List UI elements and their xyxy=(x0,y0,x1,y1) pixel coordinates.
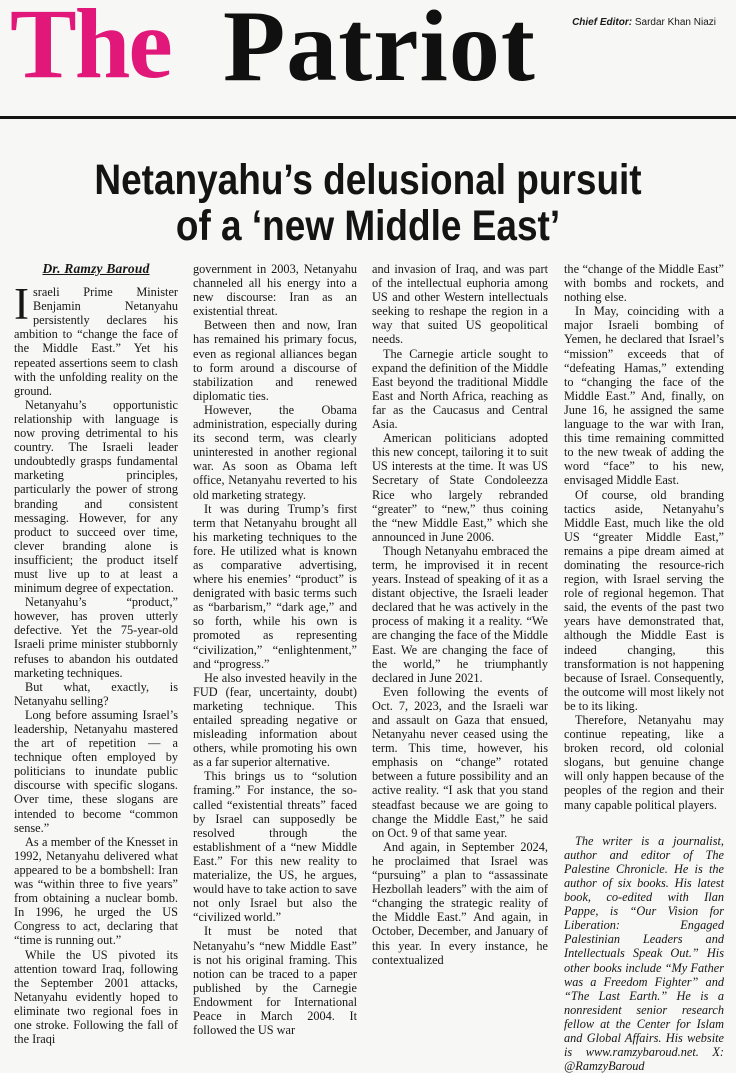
paragraph: the “change of the Middle East” with bombs and rockets, and nothing else. xyxy=(564,262,724,305)
paragraph: As a member of the Knesset in 1992, Netanyahu delivered what appeared to be a bombshell: Iran was “within three to five years” from obtaining a nuclear bomb. In 1996, he urged the US Congress to act, declaring that “time is running out.” xyxy=(14,834,178,948)
masthead-the: The xyxy=(10,0,171,99)
paragraph: It must be noted that Netanyahu’s “new Middle East” is not his original framing. This notion can be traced to a paper published by the Carnegie Endowment for International Peace in March 2004. It followed the US war xyxy=(193,924,357,1038)
lead-paragraph xyxy=(14,279,178,398)
paragraph: Netanyahu’s opportunistic relationship with language is now proving detrimental to his country. The Israeli leader undoubtedly grasps fundamental marketing principles, particularly the power of strong branding and consistent messaging. However, for any product to succeed over time, clever branding alone is insufficient; the product itself must live up to at least a minimum degree of expectation. xyxy=(14,397,178,596)
paragraph: Netanyahu’s “product,” however, has proven utterly defective. Yet the 75-year-old Israeli prime minister stubbornly refuses to abandon his outdated marketing techniques. xyxy=(14,595,178,680)
chief-editor-label: Chief Editor: xyxy=(572,17,633,28)
paragraph: In May, coinciding with a major Israeli bombing of Yemen, he declared that Israel’s “mission” exceeds that of “defeating Hamas,” extending to “changing the face of the Middle East.” And, finally, on June 16, he assigned the same language to the war with Iran, this time remaining committed to the new tweak of adding the word “face” to his new, envisaged Middle East. xyxy=(564,304,724,488)
column-3 xyxy=(372,262,548,1022)
column-4 xyxy=(564,262,724,1073)
masthead xyxy=(0,0,736,118)
paragraph: The Carnegie article sought to expand the definition of the Middle East beyond the traditional Middle East and North Africa, reaching as far as the Caucasus and Central Asia. xyxy=(372,346,548,432)
masthead-patriot: Patriot xyxy=(223,0,536,103)
paragraph: government in 2003, Netanyahu channeled all his energy into a new discourse: Iran as an existential threat. xyxy=(193,262,357,319)
chief-editor-name: Sardar Khan Niazi xyxy=(634,17,716,28)
paragraph: Of course, old branding tactics aside, Netanyahu’s Middle East, much like the old US “greater Middle East,” remains a pipe dream aimed at dominating the resource-rich region, with Israel serving the role of regional hegemon. That said, the events of the past two years have demonstrated that, although the Middle East is indeed changing, this transformation is not happening because of Israel. Consequently, the outcome will most likely not be to its liking. xyxy=(564,487,724,713)
paragraph: This brings us to “solution framing.” For instance, the so-called “existential threats” faced by Israel can supposedly be resolved through the establishment of a “new Middle East.” For this new reality to materialize, the US, he argues, would have to take action to save not only Israel but also the “civilized world.” xyxy=(193,769,357,925)
paragraph: He also invested heavily in the FUD (fear, uncertainty, doubt) marketing technique. This entailed spreading negative or misleading information about others, while promoting his own as a far superior alternative. xyxy=(193,670,357,770)
paragraph: But what, exactly, is Netanyahu selling? xyxy=(14,679,178,708)
paragraph: Though Netanyahu embraced the term, he improvised it in recent years. Instead of speaking of it as a distant objective, the Israeli leader declared that he was actively in the process of making it a reality. “We are changing the face of the Middle East. We are changing the face of the world,” he triumphantly declared in June 2021. xyxy=(372,543,548,685)
byline: Dr. Ramzy Baroud xyxy=(42,261,150,276)
headline-line-1: Netanyahu’s delusional pursuit xyxy=(94,156,642,204)
paragraph: While the US pivoted its attention toward Iraq, following the September 2001 attacks, Netanyahu evidently hoped to eliminate two regional foes in one stroke. Following the fall of the Iraqi xyxy=(14,947,178,1047)
author-bio: The writer is a journalist, author and editor of The Palestine Chronicle. He is the author of six books. His latest book, co-edited with Ilan Pappe, is “Our Vision for Liberation: Engaged Palestinian Leaders and Intellectuals Speak Out.” His other books include “My Father was a Freedom Fighter” and “The Last Earth.” He is a nonresident senior research fellow at the Center for Islam and Global Affairs. His website is www.ramzybaroud.net. X: @RamzyBaroud xyxy=(564,833,724,1073)
article-body xyxy=(14,261,726,1073)
masthead-rule xyxy=(0,116,736,119)
paragraph: Even following the events of Oct. 7, 2023, and the Israeli war and assault on Gaza that ensued, Netanyahu never ceased using the term. This time, however, his emphasis on “change” rotated between a future possibility and an active reality. “I ask that you stand steadfast because we are going to change the Middle East,” he said on Oct. 9 of that same year. xyxy=(372,684,548,840)
chief-editor-credit xyxy=(572,17,716,28)
paragraph: And again, in September 2024, he proclaimed that Israel was “pursuing” a plan to “assassinate Hezbollah leaders” with the aim of “changing the strategic reality of the Middle East.” And again, in October, December, and January of this year. In every instance, he contextualized xyxy=(372,839,548,967)
paragraph: and invasion of Iraq, and was part of the intellectual euphoria among US and other Western intellectuals seeking to reshape the region in a way that suited US geopolitical needs. xyxy=(372,262,548,347)
paragraph: It was during Trump’s first term that Netanyahu brought all his marketing techniques to the fore. He utilized what is known as comparative advertising, where his enemies’ “product” is denigrated with basic terms such as “barbarism,” “dark age,” and so forth, while his own is promoted as representing “civilization,” “enlightenment,” and “progress.” xyxy=(193,501,357,671)
column-2 xyxy=(193,262,357,1038)
paragraph: Therefore, Netanyahu may continue repeating, like a broken record, old colonial slogans, but genuine change will only happen because of the peoples of the region and their many capable political players. xyxy=(564,713,724,812)
paragraph: Long before assuming Israel’s leadership, Netanyahu mastered the art of repetition — a technique often employed by politicians to inundate public discourse with specific slogans. Over time, these slogans are intended to become “common sense.” xyxy=(14,707,178,835)
article-headline xyxy=(60,157,676,249)
headline-line-2: of a ‘new Middle East’ xyxy=(175,202,561,250)
lead-text: sraeli Prime Minister Benjamin Netanyahu persistently declares his ambition to “change the face of the Middle East.” Yet his repeated assertions seem to clash with the unfolding reality on the ground. xyxy=(14,285,178,398)
paragraph: However, the Obama administration, especially during its second term, was clearly uninterested in another regional war. As soon as Obama left office, Netanyahu reverted to his old marketing strategy. xyxy=(193,402,357,502)
drop-cap: I xyxy=(14,279,29,330)
paragraph: Between then and now, Iran has remained his primary focus, even as regional alliances began to form around a discourse of stabilization and renewed diplomatic ties. xyxy=(193,318,357,403)
column-1 xyxy=(14,261,178,1047)
paragraph: American politicians adopted this new concept, tailoring it to suit US interests at the time. It was US Secretary of State Condoleezza Rice who largely rebranded “greater” to “new,” thus coining the “new Middle East,” which she announced in June 2006. xyxy=(372,431,548,544)
